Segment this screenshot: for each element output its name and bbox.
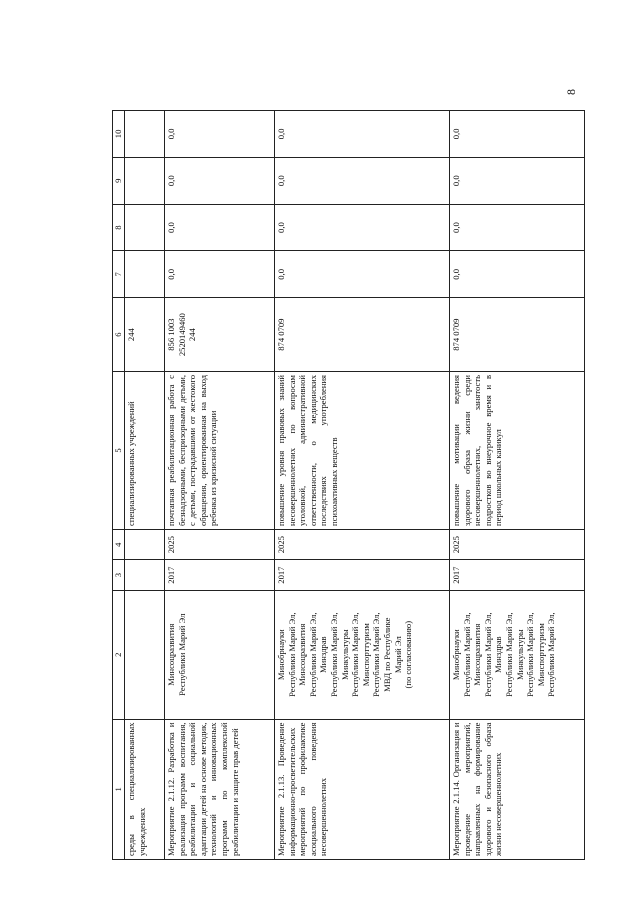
budget-code: 2520149460 [176, 313, 187, 357]
budget-code-cell [125, 298, 165, 372]
budget-code-cell [165, 298, 275, 372]
result-cell: повышение уровня правовых знаний несовершеннолетних по вопросам уголовной, административной ответственности, о медицинских последствиях употребления психоактивных веществ [275, 372, 450, 530]
table-row [275, 111, 450, 860]
executor-line: (по согласованию) [403, 620, 414, 689]
start-year-cell [125, 560, 165, 590]
executor-line: МВД по Республике [381, 617, 392, 692]
executor-line: Республики Марий Эл, [328, 612, 339, 697]
executor-line: Минсоцразвития [472, 623, 483, 686]
value-cell: 0,0 [165, 157, 275, 204]
executor-line: Республики Марий Эл, [546, 612, 557, 697]
measure-cell: среды в специализированных учреждениях [125, 719, 165, 859]
value-cell: 0,0 [275, 157, 450, 204]
measure-cell: Мероприятие 2.1.14. Организация и проведение мероприятий, направленных на формирование здорового и безопасного образа жизни несовершеннолетних [450, 719, 585, 859]
executor-line: Республики Марий Эл, [482, 612, 493, 697]
executor-cell [125, 590, 165, 719]
column-header: 5 [113, 372, 125, 530]
executor-line: Минздрав [318, 636, 329, 674]
value-cell [125, 204, 165, 251]
executor-line: Минздрав [493, 636, 504, 674]
table-row [165, 111, 275, 860]
executor-line: Минкультуры [339, 629, 350, 681]
measure-cell: Мероприятие 2.1.12. Разработка и реализация программ воспитания, реабилитации и социальной адаптации детей на основе методик, технологий и инновационных программ по комплексной реабилитации и защите прав детей [165, 719, 275, 859]
executor-cell [450, 590, 585, 719]
executor-line: Минсоцразвития [166, 623, 176, 686]
column-header: 6 [113, 298, 125, 372]
start-year-cell: 2017 [165, 560, 275, 590]
executor-line: Республики Марий Эл, [350, 612, 361, 697]
budget-code-cell [275, 298, 450, 372]
budget-code-cell [450, 298, 585, 372]
value-cell: 0,0 [165, 204, 275, 251]
executor-line: Минспорттуризм [360, 623, 371, 687]
value-cell: 0,0 [165, 111, 275, 158]
value-cell: 0,0 [450, 251, 585, 298]
budget-code: 874 0709 [276, 318, 286, 351]
budget-code: 856 1003 [166, 318, 176, 351]
value-cell [125, 157, 165, 204]
executor-cell [165, 590, 275, 719]
column-header: 4 [113, 529, 125, 559]
value-cell: 0,0 [450, 204, 585, 251]
result-cell: специализированных учреждений [125, 372, 165, 530]
executor-line: Республики Марий Эл, [503, 612, 514, 697]
value-cell: 0,0 [275, 251, 450, 298]
executor-line: Республики Марий Эл [176, 613, 187, 696]
column-header: 2 [113, 590, 125, 719]
column-header: 10 [113, 111, 125, 158]
end-year-cell: 2025 [165, 529, 275, 559]
executor-line: Минсоцразвития [297, 623, 308, 686]
budget-code: 244 [187, 328, 198, 342]
table-row [450, 111, 585, 860]
end-year-cell: 2025 [450, 529, 585, 559]
table-row [125, 111, 165, 860]
rotated-content [112, 50, 632, 860]
executor-line: Минспорттуризм [535, 623, 546, 687]
executor-line: Республики Марий Эл, [371, 612, 382, 697]
end-year-cell: 2025 [275, 529, 450, 559]
measure-cell: Мероприятие 2.1.13. Проведение информационно-просветительских мероприятий по профилактике асоциального поведения несовершеннолетних [275, 719, 450, 859]
value-cell: 0,0 [275, 111, 450, 158]
executor-line: Республики Марий Эл, [461, 612, 472, 697]
page-number: 8 [564, 89, 578, 95]
budget-code: 874 0709 [451, 318, 461, 351]
result-cell: почтапная реабилитационная работа с безнадзорными, беспризорными детьми, с детьми, пострадавшими от жестокого обращения, ориентированная на выход ребенка из кризисной ситуации [165, 372, 275, 530]
value-cell: 0,0 [450, 111, 585, 158]
value-cell: 0,0 [450, 157, 585, 204]
column-header: 3 [113, 560, 125, 590]
program-measures-table [112, 110, 585, 860]
executor-line: Республики Марий Эл, [525, 612, 536, 697]
executor-line: Минобрнауки [451, 629, 461, 681]
executor-line: Марий Эл [392, 636, 403, 674]
result-cell: повышение мотивации ведения здорового образа жизни среди несовершеннолетних, занятость подростков во внеурочное время и в период школьных каникул [450, 372, 585, 530]
executor-cell [275, 590, 450, 719]
end-year-cell [125, 529, 165, 559]
value-cell: 0,0 [275, 204, 450, 251]
column-header: 7 [113, 251, 125, 298]
start-year-cell: 2017 [275, 560, 450, 590]
column-header: 8 [113, 204, 125, 251]
value-cell [125, 111, 165, 158]
executor-line: Республики Марий Эл, [286, 612, 297, 697]
start-year-cell: 2017 [450, 560, 585, 590]
value-cell [125, 251, 165, 298]
executor-line: Республики Марий Эл, [307, 612, 318, 697]
executor-line: Минкультуры [514, 629, 525, 681]
value-cell: 0,0 [165, 251, 275, 298]
executor-line: Минобрнауки [276, 629, 286, 681]
budget-code: 244 [126, 328, 136, 342]
column-header: 9 [113, 157, 125, 204]
column-header: 1 [113, 719, 125, 859]
column-number-row [113, 111, 125, 860]
